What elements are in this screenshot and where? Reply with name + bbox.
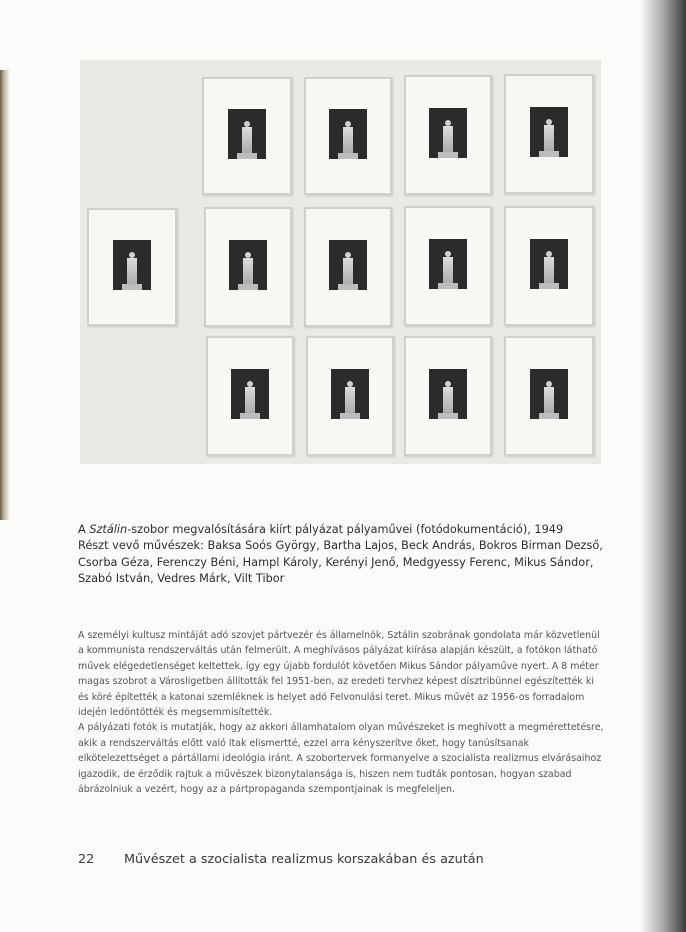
page-number: 22 [78, 852, 95, 867]
framed-photo [504, 206, 594, 326]
statue-print [329, 109, 367, 159]
body-text [78, 628, 606, 797]
statue-print [530, 369, 568, 419]
framed-photo [204, 207, 292, 327]
book-spine-edge [0, 70, 10, 520]
page-footer [78, 852, 484, 867]
statue-print [331, 369, 369, 419]
framed-photo [304, 207, 392, 327]
caption-title [78, 522, 578, 538]
paragraph: A személyi kultusz mintáját adó szovjet pártvezér és államelnök, Sztálin szobrának gondolata már közvetlenül a kommunista rendszerváltás után felmerült. A meghívásos pályázat kiírása alapján készült, a fotókon látható művek elégedetlenséget keltettek, így egy újabb fordulót követően Mikus Sándor pályaműve nyert. A 8 méter magas szobrot a Városligetben állították fel 1951-ben, az eredeti tervhez képest dísztribünnel egészítették ki és köré építették a katonai szemléknek is helyet adó Felvonulási teret. Mikus művét az 1956-os forradalom idején ledöntötték és megsemmisítették. [78, 630, 600, 719]
figure-caption [78, 522, 603, 588]
paragraph: A pályázati fotók is mutatják, hogy az akkori államhatalom olyan művészeket is meghívott a megmérettetésre, akik a rendszerváltás előtt való ltak elismertté, ezzel arra kényszerítve őket, hogy tanúsítsanak elkötelezettséget a pártállami ideológia iránt. A szobortervek formanyelve a szocialista realizmus elvárásaihoz igazodik, de érződik rajtuk a művészek bizonytalansága is, hiszen nem tudták pontosan, hogyan szabad ábrázolniuk a vezért, hogy az a pártpropaganda szempontjainak is megfeleljen. [78, 722, 604, 796]
statue-print [429, 239, 467, 289]
caption-italic-word: Sztálin [89, 523, 128, 536]
running-title: Művészet a szocialista realizmus korszakában és azután [124, 852, 484, 867]
caption-participants-line: Részt vevő művészek: Baksa Soós György, Bartha Lajos, Beck András, Bokros Birman Dezső, [78, 539, 603, 553]
statue-print [231, 369, 269, 419]
caption-participants-line: Szabó István, Vedres Márk, Vilt Tibor [78, 572, 285, 586]
statue-print [329, 240, 367, 290]
framed-photo [202, 77, 292, 195]
caption-participants-line: Csorba Géza, Ferenczy Béni, Hampl Károly, Kerényi Jenő, Medgyessy Ferenc, Mikus Sándor, [78, 555, 594, 569]
framed-photo [306, 336, 394, 456]
framed-photo [504, 336, 594, 456]
framed-photo [404, 75, 492, 195]
statue-print [530, 239, 568, 289]
statue-print [229, 240, 267, 290]
page-gutter-shadow [640, 0, 686, 932]
framed-photo [87, 208, 177, 326]
framed-photo [504, 74, 594, 194]
caption-prefix: A [78, 523, 90, 536]
statue-print [530, 107, 568, 157]
framed-photo [206, 336, 294, 456]
statue-print [429, 369, 467, 419]
statue-print [228, 109, 266, 159]
statue-print [429, 108, 467, 158]
framed-photo [304, 77, 392, 195]
framed-photo [404, 206, 492, 326]
statue-print [113, 240, 151, 290]
gallery-wall-photo [80, 60, 601, 464]
caption-suffix: -szobor megvalósítására kiírt pályázat pályaművei (fotódokumentáció), 1949 [127, 523, 564, 536]
framed-photo [404, 336, 492, 456]
